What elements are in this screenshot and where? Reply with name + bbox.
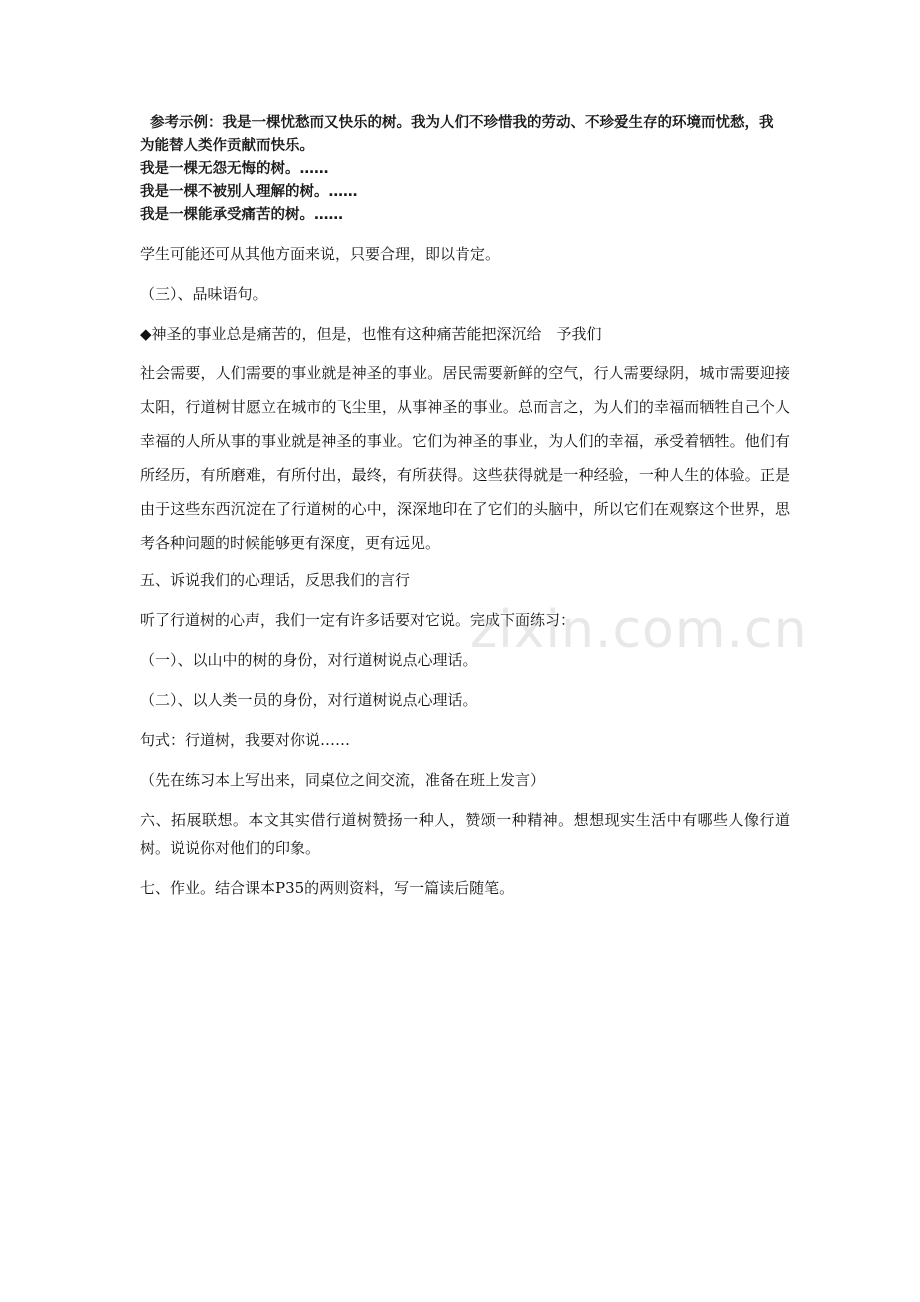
- quoted-sentence: ◆神圣的事业总是痛苦的，但是，也惟有这种痛苦能把深沉给 予我们: [140, 325, 602, 343]
- paragraph-analysis: 社会需要，人们需要的事业就是神圣的事业。居民需要新鲜的空气，行人需要绿阴，城市需要迎接太阳，行道树甘愿立在城市的飞尘里，从事神圣的事业。总而言之，为人们的幸福而牺牲自己个人幸福的人所从事的事业就是神圣的事业。它们为神圣的事业，为人们的幸福，承受着牺牲。他们有所经历，有所磨难，有所付出，最终，有所获得。这些获得就是一种经验，一种人生的体验。正是由于这些东西沉淀在了行道树的心中，深深地印在了它们的头脑中，所以它们在观察这个世界，思考各种问题的时候能够更有深度，更有远见。: [140, 364, 790, 552]
- section-heading-savor-sentences: （三）、品味语句。: [140, 285, 268, 303]
- section-heading-five: 五、诉说我们的心理话，反思我们的言行: [140, 571, 411, 589]
- reference-example-block: [140, 112, 780, 227]
- document-body: [140, 240, 790, 914]
- reference-example-line: 我是一棵不被别人理解的树。……: [140, 184, 358, 200]
- section-heading-seven: 七、作业。结合课本P35的两则资料，写一篇读后随笔。: [140, 879, 515, 897]
- paragraph-student-note: 学生可能还可从其他方面来说，只要合理，即以肯定。: [140, 245, 501, 263]
- section-heading-six: 六、拓展联想。本文其实借行道树赞扬一种人，赞颂一种精神。想想现实生活中有哪些人像行道树。说说你对他们的印象。: [140, 811, 790, 857]
- watermark: zixin.com.cn: [470, 600, 808, 660]
- sentence-pattern: 句式：行道树，我要对你说……: [140, 731, 351, 749]
- exercise-instruction: （先在练习本上写出来，同桌位之间交流，准备在班上发言）: [140, 771, 546, 789]
- reference-example-line: 参考示例：我是一棵忧愁而又快乐的树。我为人们不珍惜我的劳动、不珍爱生存的环境而忧愁，我为能替人类作贡献而快乐。: [140, 115, 774, 154]
- reference-example-line: 我是一棵能承受痛苦的树。……: [140, 207, 343, 223]
- reference-example-line: 我是一棵无怨无悔的树。……: [140, 161, 329, 177]
- paragraph-exercise-intro: 听了行道树的心声，我们一定有许多话要对它说。完成下面练习：: [140, 611, 576, 629]
- exercise-item-two: （二）、以人类一员的身份，对行道树说点心理话。: [140, 691, 478, 709]
- exercise-item-one: （一）、以山中的树的身份，对行道树说点心理话。: [140, 651, 478, 669]
